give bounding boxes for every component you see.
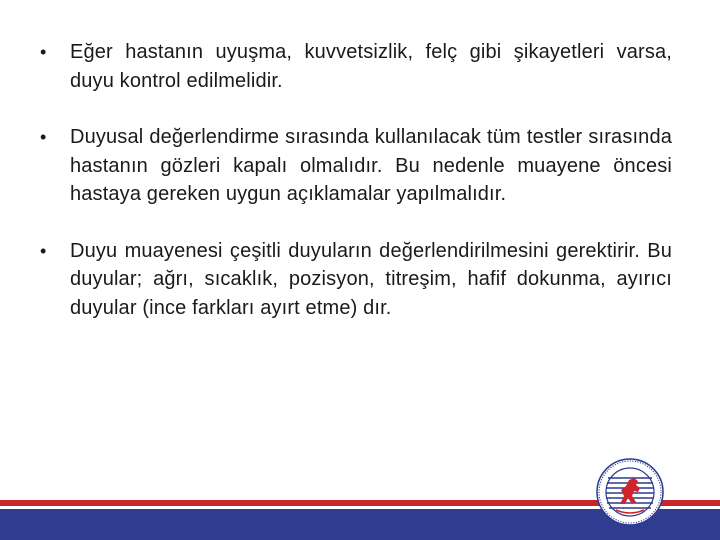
bullet-marker: •	[40, 42, 47, 62]
bullet-list	[40, 38, 672, 322]
bullet-item	[40, 123, 672, 209]
university-seal-icon	[596, 458, 664, 526]
bullet-text: Duyu muayenesi çeşitli duyuların değerlendirilmesini gerektirir. Bu duyular; ağrı, sıcaklık, pozisyon, titreşim, hafif dokunma, ayırıcı duyular (ince farkları ayırt etme) dır.	[70, 239, 672, 319]
bullet-marker: •	[40, 240, 47, 261]
bullet-text: Eğer hastanın uyuşma, kuvvetsizlik, felç gibi şikayetleri varsa, duyu kontrol edilmelidir.	[70, 41, 672, 92]
bullet-item	[40, 38, 672, 95]
bullet-item	[40, 237, 672, 323]
bullet-text: Duyusal değerlendirme sırasında kullanılacak tüm testler sırasında hastanın gözleri kapalı olmalıdır. Bu nedenle muayene öncesi hastaya gereken uygun açıklamalar yapılmalıdır.	[70, 126, 672, 205]
bullet-marker: •	[40, 127, 47, 147]
